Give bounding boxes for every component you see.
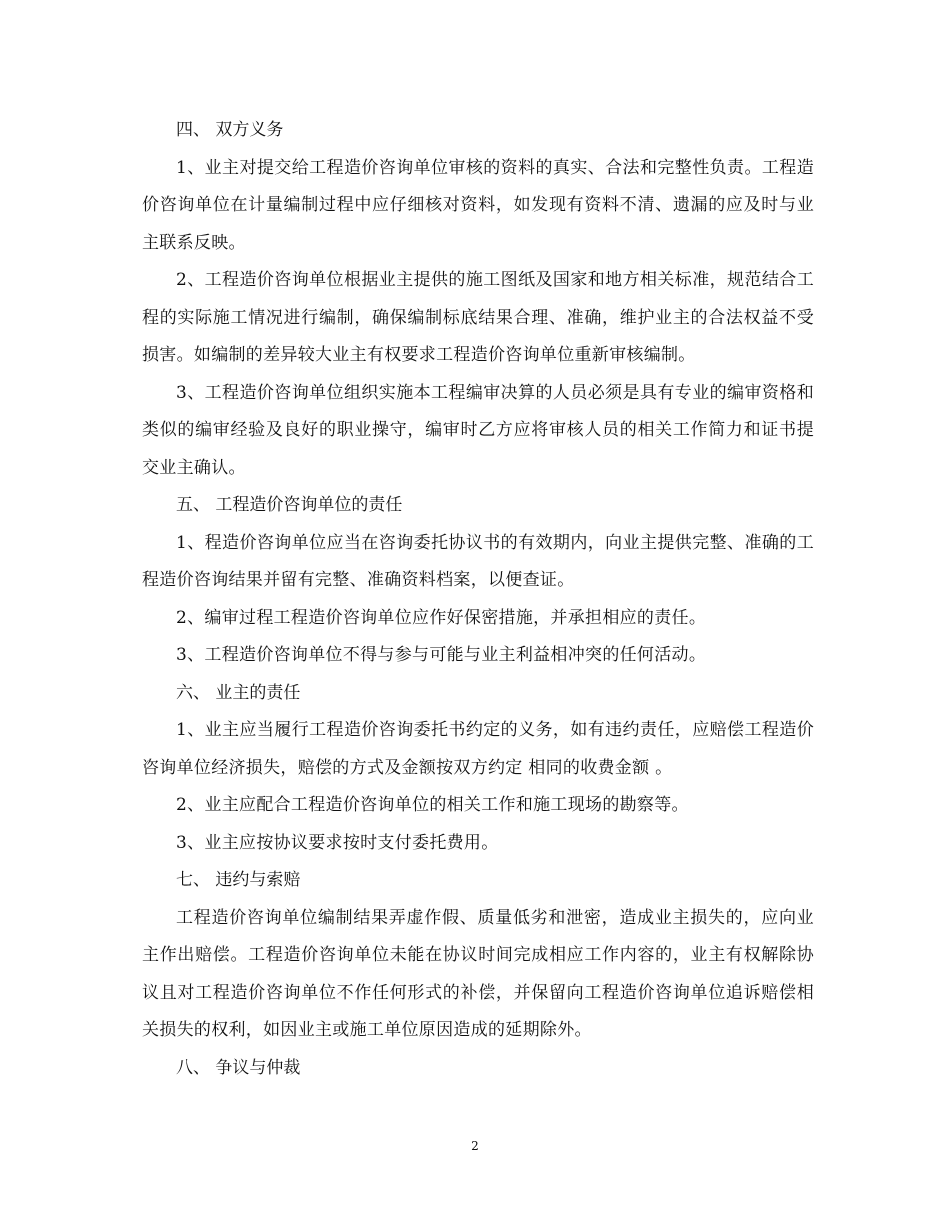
paragraph: 2、业主应配合工程造价咨询单位的相关工作和施工现场的勘察等。 xyxy=(176,795,689,815)
paragraph: 1、业主对提交给工程造价咨询单位审核的资料的真实、合法和完整性负责。工程造价咨询单位在计量编制过程中应仔细核对资料，如发现有资料不清、遗漏的应及时与业主联系反映。 xyxy=(142,157,814,253)
section-heading-6: 六、 业主的责任 xyxy=(176,682,301,703)
paragraph: 1、业主应当履行工程造价咨询委托书约定的义务，如有违约责任，应赔偿工程造价咨询单位经济损失，赔偿的方式及金额按双方约定 相同的收费金额 。 xyxy=(142,720,814,778)
section-heading-4: 四、 双方义务 xyxy=(176,120,284,140)
section-heading-7: 七、 违约与索赔 xyxy=(176,870,301,890)
paragraph: 2、工程造价咨询单位根据业主提供的施工图纸及国家和地方相关标准，规范结合工程的实际施工情况进行编制，确保编制标底结果合理、准确，维护业主的合法权益不受损害。如编制的差异较大业主有权要求工程造价咨询单位重新审核编制。 xyxy=(142,270,814,365)
paragraph: 2、编审过程工程造价咨询单位应作好保密措施，并承担相应的责任。 xyxy=(176,607,707,628)
paragraph: 3、工程造价咨询单位不得与参与可能与业主利益相冲突的任何活动。 xyxy=(176,645,707,665)
paragraph: 3、业主应按协议要求按时支付委托费用。 xyxy=(176,832,499,853)
document-body xyxy=(142,112,814,1087)
paragraph: 1、程造价咨询单位应当在咨询委托协议书的有效期内，向业主提供完整、准确的工程造价咨询结果并留有完整、准确资料档案，以便查证。 xyxy=(142,532,814,590)
page-number: 2 xyxy=(471,1139,479,1153)
paragraph: 3、工程造价咨询单位组织实施本工程编审决算的人员必须是具有专业的编审资格和类似的编审经验及良好的职业操守，编审时乙方应将审核人员的相关工作简力和证书提交业主确认。 xyxy=(142,382,814,478)
section-heading-8: 八、 争议与仲裁 xyxy=(176,1057,301,1078)
paragraph: 工程造价咨询单位编制结果弄虚作假、质量低劣和泄密，造成业主损失的，应向业主作出赔偿。工程造价咨询单位未能在协议时间完成相应工作内容的，业主有权解除协议且对工程造价咨询单位不作任何形式的补偿，并保留向工程造价咨询单位追诉赔偿相关损失的权利，如因业主或施工单位原因造成的延期除外。 xyxy=(142,907,814,1040)
section-heading-5: 五、 工程造价咨询单位的责任 xyxy=(176,495,403,515)
